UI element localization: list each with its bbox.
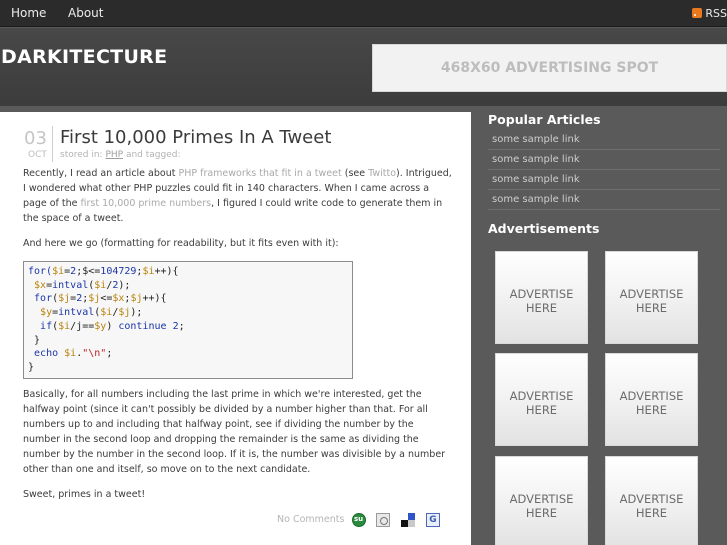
tok: / xyxy=(106,279,113,291)
tok: ); xyxy=(130,307,143,319)
tok: $i xyxy=(58,320,71,332)
tok: <= xyxy=(100,293,113,305)
code-line-4 xyxy=(28,306,348,320)
advertise-box[interactable] xyxy=(495,353,588,446)
delicious-square xyxy=(408,513,415,520)
post-date-month: OCT xyxy=(28,150,47,160)
post-paragraph-4: Sweet, primes in a tweet! xyxy=(23,489,146,500)
category-link[interactable]: PHP xyxy=(105,150,124,160)
ad-line: ADVERTISE xyxy=(619,492,684,506)
ad-line: ADVERTISE xyxy=(509,287,574,301)
tok: ++){ xyxy=(142,293,167,305)
code-line-8: } xyxy=(28,361,35,373)
tok: $i xyxy=(94,279,107,291)
advertise-box[interactable] xyxy=(605,353,698,446)
digg-icon[interactable] xyxy=(376,513,390,527)
rss-icon xyxy=(692,8,702,18)
tok: $j xyxy=(58,293,71,305)
tok: ; xyxy=(136,266,143,277)
sidebar-link[interactable]: some sample link xyxy=(488,150,720,170)
text: Recently, I read an article about xyxy=(23,168,179,179)
advertise-box[interactable] xyxy=(495,456,588,545)
ad-line: HERE xyxy=(525,403,558,417)
tok: $j xyxy=(118,307,131,319)
code-line-1 xyxy=(28,265,348,279)
tok: ( xyxy=(88,279,95,291)
ad-line: HERE xyxy=(635,301,668,315)
tok: = xyxy=(70,293,77,305)
code-line-6: } xyxy=(28,334,41,346)
twitto-link[interactable]: Twitto xyxy=(368,168,397,179)
advertisements-heading: Advertisements xyxy=(488,221,600,236)
top-navigation xyxy=(0,0,727,27)
ad-line: ADVERTISE xyxy=(509,389,574,403)
tok: ; xyxy=(82,293,89,305)
tok: = xyxy=(64,266,71,277)
header-ad-banner[interactable]: 468X60 ADVERTISING SPOT xyxy=(372,44,727,92)
tok: = xyxy=(52,307,59,319)
ad-line: ADVERTISE xyxy=(509,492,574,506)
tok: ( xyxy=(52,320,59,332)
ad-line: HERE xyxy=(635,403,668,417)
post-date-day: 03 xyxy=(24,128,47,149)
stumbleupon-icon[interactable] xyxy=(352,513,366,527)
text: , I figured I could write code to generate them in the space of a tweet. xyxy=(23,198,443,224)
tok: $y xyxy=(94,320,107,332)
tok: $i xyxy=(100,307,113,319)
date-divider xyxy=(52,126,53,162)
delicious-square xyxy=(401,520,408,527)
tok: for xyxy=(34,293,53,305)
tok: $j xyxy=(88,293,101,305)
rss-label: RSS xyxy=(705,7,727,20)
tok: $i xyxy=(142,266,155,277)
advertise-box[interactable] xyxy=(605,456,698,545)
ad-line: ADVERTISE xyxy=(619,389,684,403)
tok: 2 xyxy=(112,279,119,291)
primes-list-link[interactable]: first 10,000 prime numbers xyxy=(80,198,212,209)
tok: /j== xyxy=(70,320,95,332)
comments-link[interactable]: No Comments xyxy=(277,514,345,525)
post-meta xyxy=(60,150,181,160)
advertise-box[interactable] xyxy=(605,251,698,344)
code-line-7 xyxy=(28,347,348,361)
tok: ( xyxy=(94,307,101,319)
tok: intval xyxy=(58,307,95,319)
ad-line: HERE xyxy=(525,506,558,520)
popular-articles-heading: Popular Articles xyxy=(488,112,601,127)
site-logo[interactable]: DARKITECTURE xyxy=(1,46,168,68)
tok: 2 xyxy=(76,293,83,305)
advertise-box[interactable] xyxy=(495,251,588,344)
site-header xyxy=(0,28,727,106)
tok: $i xyxy=(52,266,65,277)
tok: 2 xyxy=(172,320,179,332)
code-line-3 xyxy=(28,292,348,306)
post-content xyxy=(0,112,471,545)
delicious-square xyxy=(408,520,415,527)
tok: . xyxy=(76,348,83,360)
tok: ) xyxy=(106,320,119,332)
sidebar-link[interactable]: some sample link xyxy=(488,130,720,150)
nav-about-link[interactable]: About xyxy=(68,6,104,20)
tok: 104729 xyxy=(100,266,137,277)
code-block xyxy=(23,261,353,379)
text: (see xyxy=(341,168,369,179)
tok: / xyxy=(112,307,119,319)
tok: $y xyxy=(40,307,53,319)
post-paragraph-2: And here we go (formatting for readability, but it fits even with it): xyxy=(23,238,339,249)
ad-line: HERE xyxy=(635,506,668,520)
ad-line: HERE xyxy=(525,301,558,315)
tok xyxy=(28,307,40,318)
tok: ++){ xyxy=(154,266,179,277)
text: ). Intrigued, I wondered what other PHP puzzles could fit in 140 characters. When I came across a page of the xyxy=(23,168,452,209)
tok xyxy=(28,321,40,332)
tok: $x xyxy=(34,279,47,291)
rss-link[interactable] xyxy=(692,7,727,20)
meta-prefix: stored in: xyxy=(60,150,103,160)
tok: 2 xyxy=(70,266,77,277)
sidebar-link[interactable]: some sample link xyxy=(488,190,720,210)
delicious-square xyxy=(401,513,408,520)
meta-suffix: and tagged: xyxy=(125,150,181,160)
frameworks-link[interactable]: PHP frameworks that fit in a tweet xyxy=(178,168,342,179)
tok: $j xyxy=(130,293,143,305)
post-title[interactable]: First 10,000 Primes In A Tweet xyxy=(60,127,332,148)
tok: ; xyxy=(106,348,113,360)
google-bookmark-icon[interactable]: G xyxy=(426,513,440,527)
tok: = xyxy=(46,279,53,291)
tok: "\n" xyxy=(82,348,107,360)
code-line-5 xyxy=(28,320,348,334)
tok: ; xyxy=(178,320,185,332)
tok: ; xyxy=(124,293,131,305)
tok: $i xyxy=(64,348,77,360)
tok: ); xyxy=(118,279,131,291)
code-line-2 xyxy=(28,279,348,293)
post-paragraph-3: Basically, for all numbers including the last prime in which we're interested, get the halfway point (since it can't possibly be divided by a number higher than that. For all numbers up to and including that halfway point, see if dividing the number by the number in the second loop and dropping the remainder is the same as dividing the number by the number in the second loop. If it is, the number was divisible by a number other than one and itself, so move on to the next candidate. xyxy=(23,389,446,475)
tok: $x xyxy=(112,293,125,305)
tok: echo xyxy=(34,348,59,360)
tok: continue xyxy=(118,320,167,332)
ad-line: ADVERTISE xyxy=(619,287,684,301)
tok: ;$<= xyxy=(76,266,101,277)
nav-home-link[interactable]: Home xyxy=(11,6,47,20)
tok: ( xyxy=(52,293,59,305)
tok: if xyxy=(40,320,53,332)
tok: intval xyxy=(52,279,89,291)
sidebar-link[interactable]: some sample link xyxy=(488,170,720,190)
tok: for( xyxy=(28,266,53,277)
delicious-icon[interactable] xyxy=(401,513,415,527)
post-paragraph-1 xyxy=(23,166,453,226)
